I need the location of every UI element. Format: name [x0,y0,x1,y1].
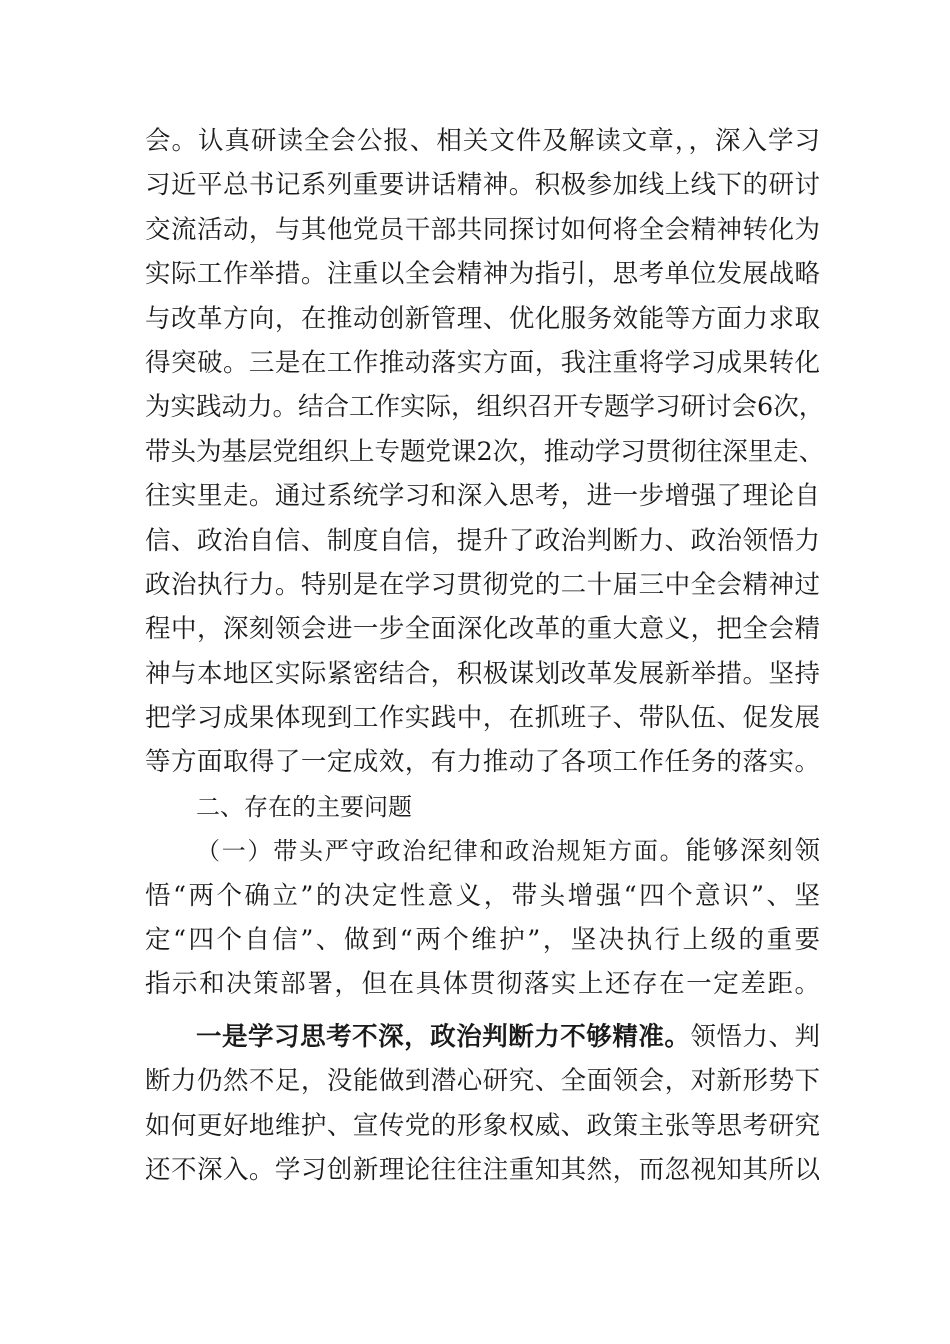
body-line: 习近平总书记系列重要讲话精神。积极参加线上线下的研讨 [145,170,820,201]
body-line: 神与本地区实际紧密结合，积极谋划改革发展新举措。坚持 [145,658,820,689]
body-line: 会。认真研读全会公报、相关文件及解读文章，，深入学习 [145,126,820,156]
body-line: 定“四个自信”、做到“两个维护”，坚决执行上级的重要 [145,925,820,956]
body-line: 带头为基层党组织上专题党课2次，推动学习贯彻往深里走、 [145,436,825,467]
body-line: 程中，深刻领会进一步全面深化改革的重大意义，把全会精 [145,614,820,645]
body-line: 信、政治自信、制度自信，提升了政治判断力、政治领悟力 [145,525,820,556]
subsection-title: （一）带头严守政治纪律和政治规矩方面。 [196,837,686,866]
body-line: 往实里走。通过系统学习和深入思考，进一步增强了理论自 [145,481,820,512]
body-line: 如何更好地维护、宣传党的形象权威、政策主张等思考研究 [145,1110,820,1141]
body-line: 得突破。三是在工作推动落实方面，我注重将学习成果转化 [145,347,820,378]
subsection-first-line [145,829,820,873]
point-title: 一是学习思考不深，政治判断力不够精准。 [196,1021,691,1052]
body-line: 等方面取得了一定成效，有力推动了各项工作任务的落实。 [145,747,820,778]
body-line: 政治执行力。特别是在学习贯彻党的二十届三中全会精神过 [145,569,820,600]
body-line: 还不深入。学习创新理论往往注重知其然，而忽视知其所以 [145,1154,820,1185]
body-line: 为实践动力。结合工作实际，组织召开专题学习研讨会6次， [145,392,825,423]
body-line: 悟“两个确立”的决定性意义，带头增强“四个意识”、坚 [145,880,820,911]
subsection-lead-rest: 能够深刻领 [685,836,820,867]
paragraph-gap [145,1007,820,1015]
point-first-line [145,1015,820,1059]
body-line: 把学习成果体现到工作实践中，在抓班子、带队伍、促发展 [145,703,820,734]
section-heading: 二、存在的主要问题 [196,792,412,821]
point-lead-rest: 领悟力、判 [690,1021,820,1052]
body-line: 交流活动，与其他党员干部共同探讨如何将全会精神转化为 [145,214,820,245]
body-line: 指示和决策部署，但在具体贯彻落实上还存在一定差距。 [145,969,820,1000]
body-line: 与改革方向，在推动创新管理、优化服务效能等方面力求取 [145,303,820,334]
document-body [145,119,825,1192]
body-line: 断力仍然不足，没能做到潜心研究、全面领会，对新形势下 [145,1066,820,1097]
body-line: 实际工作举措。注重以全会精神为指引，思考单位发展战略 [145,259,820,290]
